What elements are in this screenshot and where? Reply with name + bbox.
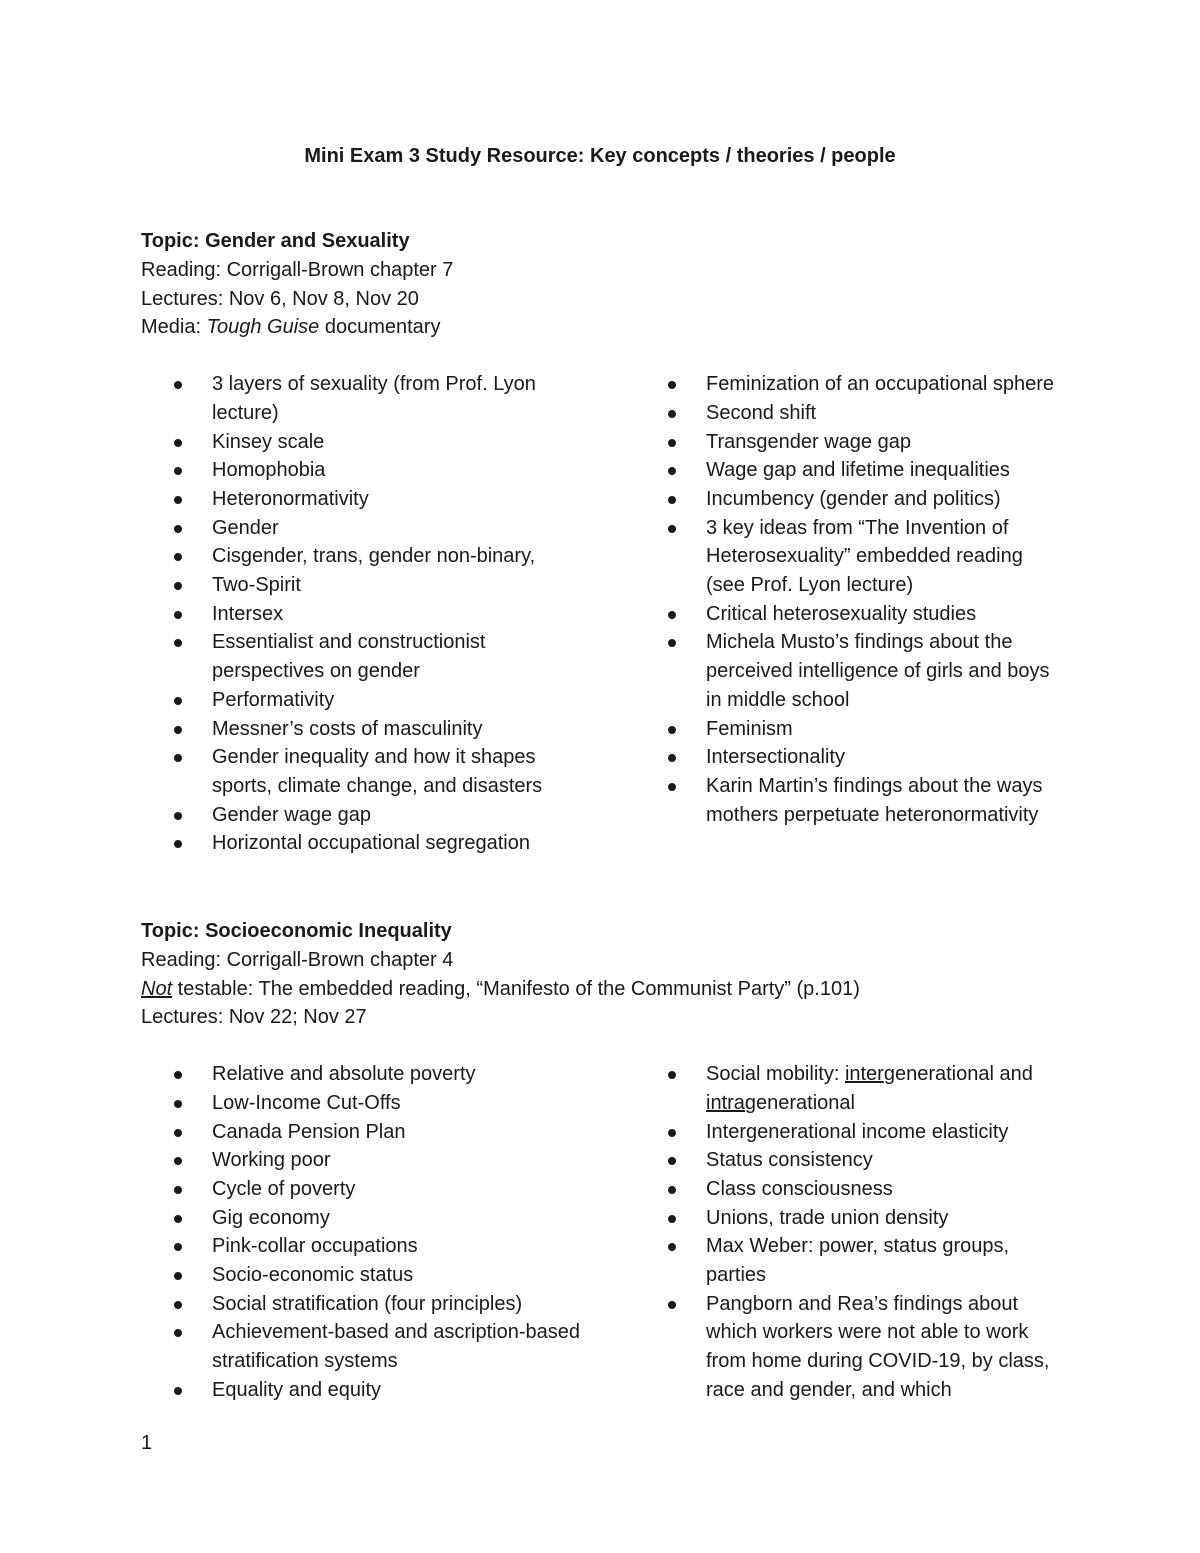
list-item bbox=[665, 743, 1065, 772]
document-title: Mini Exam 3 Study Resource: Key concepts / theories / people bbox=[304, 145, 896, 167]
bullet-icon bbox=[668, 754, 676, 762]
list-item bbox=[171, 542, 591, 571]
list-item bbox=[665, 428, 1065, 457]
list-item-text: Unions, trade union density bbox=[706, 1206, 949, 1229]
list-item-text: Karin Martin’s findings about the ways mothers perpetuate heteronormativity bbox=[706, 774, 1043, 826]
list-item bbox=[665, 1060, 1065, 1117]
list-item-text: Working poor bbox=[212, 1149, 331, 1172]
bullet-icon bbox=[668, 1157, 676, 1165]
list-item-text: Achievement-based and ascription-based stratification systems bbox=[212, 1321, 580, 1373]
bullet-icon bbox=[174, 381, 182, 389]
bullet-icon bbox=[174, 1100, 182, 1108]
list-item-text: Social stratification (four principles) bbox=[212, 1292, 523, 1315]
list-item-text: Transgender wage gap bbox=[706, 430, 911, 453]
list-item-text: Michela Musto’s findings about the perceived intelligence of girls and boys in middle school bbox=[706, 631, 1050, 711]
list-item bbox=[171, 456, 591, 485]
section-heading: Topic: Gender and Sexuality bbox=[141, 230, 410, 252]
list-item-text: Relative and absolute poverty bbox=[212, 1063, 476, 1086]
bullet-icon bbox=[174, 1157, 182, 1165]
bullet-icon bbox=[668, 783, 676, 791]
list-item-text: Equality and equity bbox=[212, 1378, 382, 1401]
list-item-text: Status consistency bbox=[706, 1149, 873, 1172]
bullet-icon bbox=[174, 525, 182, 533]
bullet-icon bbox=[174, 840, 182, 848]
list-item bbox=[171, 829, 591, 858]
concept-list-left bbox=[171, 370, 591, 858]
bullet-icon bbox=[174, 1129, 182, 1137]
not-testable-line bbox=[141, 975, 1081, 1004]
list-item bbox=[171, 370, 591, 427]
list-item bbox=[171, 485, 591, 514]
list-item-text: Pangborn and Rea’s findings about which workers were not able to work from home during COVID-19, by class, race and gender, and which bbox=[706, 1292, 1050, 1401]
bullet-icon bbox=[174, 812, 182, 820]
list-item bbox=[171, 600, 591, 629]
list-item-text: Feminism bbox=[706, 717, 793, 740]
list-item bbox=[665, 1146, 1065, 1175]
list-item bbox=[665, 1175, 1065, 1204]
list-item bbox=[171, 686, 591, 715]
list-item bbox=[171, 1290, 591, 1319]
bullet-icon bbox=[174, 1272, 182, 1280]
list-item-text: Kinsey scale bbox=[212, 430, 325, 453]
list-item bbox=[171, 1089, 591, 1118]
bullet-icon bbox=[668, 1071, 676, 1079]
list-item-text: 3 key ideas from “The Invention of Heterosexuality” embedded reading (see Prof. Lyon lecture) bbox=[706, 516, 1023, 597]
list-item-text: Essentialist and constructionist perspectives on gender bbox=[212, 631, 486, 683]
lectures-line: Lectures: Nov 22; Nov 27 bbox=[141, 1006, 367, 1029]
bullet-icon bbox=[174, 611, 182, 619]
list-item bbox=[171, 1318, 591, 1375]
list-item-text: Feminization of an occupational sphere bbox=[706, 373, 1054, 396]
bullet-icon bbox=[174, 754, 182, 762]
reading-line: Reading: Corrigall-Brown chapter 7 bbox=[141, 259, 454, 281]
bullet-icon bbox=[174, 1301, 182, 1309]
concept-list-left bbox=[171, 1060, 591, 1404]
list-item-text: Cycle of poverty bbox=[212, 1177, 356, 1200]
bullet-icon bbox=[668, 410, 676, 418]
bullet-icon bbox=[174, 1387, 182, 1395]
list-item-text: Gender bbox=[212, 516, 279, 539]
list-item-text: 3 layers of sexuality (from Prof. Lyon lecture) bbox=[212, 373, 536, 424]
list-item bbox=[665, 600, 1065, 629]
lectures-line: Lectures: Nov 6, Nov 8, Nov 20 bbox=[141, 287, 419, 310]
bullet-icon bbox=[668, 467, 676, 475]
list-item bbox=[171, 1118, 591, 1147]
bullet-icon bbox=[174, 582, 182, 590]
list-item-text: Intersectionality bbox=[706, 746, 845, 769]
bullet-icon bbox=[668, 1243, 676, 1251]
bullet-icon bbox=[668, 439, 676, 447]
bullet-icon bbox=[668, 1186, 676, 1194]
list-item-text: Gig economy bbox=[212, 1206, 330, 1229]
section-heading: Topic: Socioeconomic Inequality bbox=[141, 920, 452, 942]
list-item-text: Homophobia bbox=[212, 459, 326, 482]
list-item bbox=[171, 428, 591, 457]
list-item-text: Incumbency (gender and politics) bbox=[706, 487, 1001, 510]
list-item bbox=[171, 743, 591, 800]
media-prefix: Media: bbox=[141, 316, 207, 339]
list-item bbox=[665, 1118, 1065, 1147]
list-item bbox=[171, 1376, 591, 1405]
list-item bbox=[171, 514, 591, 543]
not-word: Not bbox=[141, 977, 173, 1000]
not-testable-text: testable: The embedded reading, “Manifesto of the Communist Party” (p.101) bbox=[172, 977, 860, 1000]
list-item-text: Performativity bbox=[212, 688, 335, 711]
list-item-text: Socio-economic status bbox=[212, 1264, 414, 1287]
list-item-text: Messner’s costs of masculinity bbox=[212, 717, 483, 740]
bullet-icon bbox=[174, 639, 182, 647]
page-number: 1 bbox=[141, 1432, 153, 1454]
list-item-text: Heteronormativity bbox=[212, 487, 369, 510]
list-item bbox=[171, 628, 591, 685]
list-item bbox=[171, 571, 591, 600]
section-socioeconomic-inequality bbox=[141, 917, 1081, 1401]
bullet-icon bbox=[668, 639, 676, 647]
bullet-icon bbox=[174, 439, 182, 447]
list-item-text: Two-Spirit bbox=[212, 574, 301, 597]
bullet-icon bbox=[668, 1301, 676, 1309]
bullet-icon bbox=[668, 1129, 676, 1137]
list-item-text: Gender inequality and how it shapes sports, climate change, and disasters bbox=[212, 746, 543, 797]
media-line bbox=[141, 313, 1081, 342]
list-item bbox=[665, 370, 1065, 399]
bullet-icon bbox=[174, 1071, 182, 1079]
list-item bbox=[171, 801, 591, 830]
reading-line: Reading: Corrigall-Brown chapter 4 bbox=[141, 949, 454, 971]
bullet-icon bbox=[174, 467, 182, 475]
list-item-text: Class consciousness bbox=[706, 1177, 893, 1200]
list-item-text: Canada Pension Plan bbox=[212, 1120, 406, 1143]
list-item bbox=[665, 628, 1065, 714]
list-item bbox=[171, 1175, 591, 1204]
list-item-text: Horizontal occupational segregation bbox=[212, 832, 530, 855]
concept-list-right bbox=[665, 370, 1065, 829]
list-item bbox=[665, 715, 1065, 744]
bullet-icon bbox=[668, 496, 676, 504]
list-item bbox=[171, 715, 591, 744]
bullet-icon bbox=[174, 726, 182, 734]
list-item bbox=[171, 1204, 591, 1233]
list-item-text: Gender wage gap bbox=[212, 803, 372, 826]
media-suffix: documentary bbox=[319, 316, 441, 339]
bullet-icon bbox=[174, 1243, 182, 1251]
list-item bbox=[665, 456, 1065, 485]
concept-list-right bbox=[665, 1060, 1065, 1404]
list-item bbox=[665, 399, 1065, 428]
bullet-icon bbox=[668, 611, 676, 619]
list-item bbox=[665, 514, 1065, 600]
media-title: Tough Guise bbox=[206, 316, 320, 339]
inter-underlined: inter bbox=[844, 1063, 884, 1086]
bullet-icon bbox=[668, 1215, 676, 1223]
bullet-icon bbox=[174, 1186, 182, 1194]
inter-rest: generational and bbox=[883, 1063, 1033, 1086]
section-gender-sexuality bbox=[141, 227, 1081, 855]
list-item bbox=[171, 1261, 591, 1290]
list-item bbox=[665, 485, 1065, 514]
list-item bbox=[171, 1232, 591, 1261]
intra-underlined: intra bbox=[706, 1091, 745, 1114]
list-item bbox=[665, 1204, 1065, 1233]
bullet-icon bbox=[668, 525, 676, 533]
bullet-icon bbox=[668, 381, 676, 389]
list-item bbox=[665, 1290, 1065, 1405]
list-item-text: Max Weber: power, status groups, parties bbox=[706, 1235, 1010, 1287]
list-item bbox=[171, 1060, 591, 1089]
list-item-text: Critical heterosexuality studies bbox=[706, 602, 977, 625]
bullet-icon bbox=[174, 1329, 182, 1337]
mobility-prefix: Social mobility: bbox=[706, 1063, 845, 1086]
bullet-icon bbox=[668, 726, 676, 734]
list-item-text: Cisgender, trans, gender non-binary, bbox=[212, 545, 536, 568]
bullet-icon bbox=[174, 553, 182, 561]
list-item-text: Pink-collar occupations bbox=[212, 1235, 418, 1258]
bullet-icon bbox=[174, 697, 182, 705]
list-item bbox=[665, 772, 1065, 829]
list-item bbox=[665, 1232, 1065, 1289]
list-item-text: Wage gap and lifetime inequalities bbox=[706, 459, 1010, 482]
list-item-text: Low-Income Cut-Offs bbox=[212, 1091, 401, 1114]
list-item-text: Intersex bbox=[212, 602, 284, 625]
list-item bbox=[171, 1146, 591, 1175]
list-item-text: Intergenerational income elasticity bbox=[706, 1120, 1009, 1143]
list-item-text: Second shift bbox=[706, 401, 817, 424]
bullet-icon bbox=[174, 1215, 182, 1223]
bullet-icon bbox=[174, 496, 182, 504]
intra-rest: generational bbox=[744, 1091, 855, 1114]
